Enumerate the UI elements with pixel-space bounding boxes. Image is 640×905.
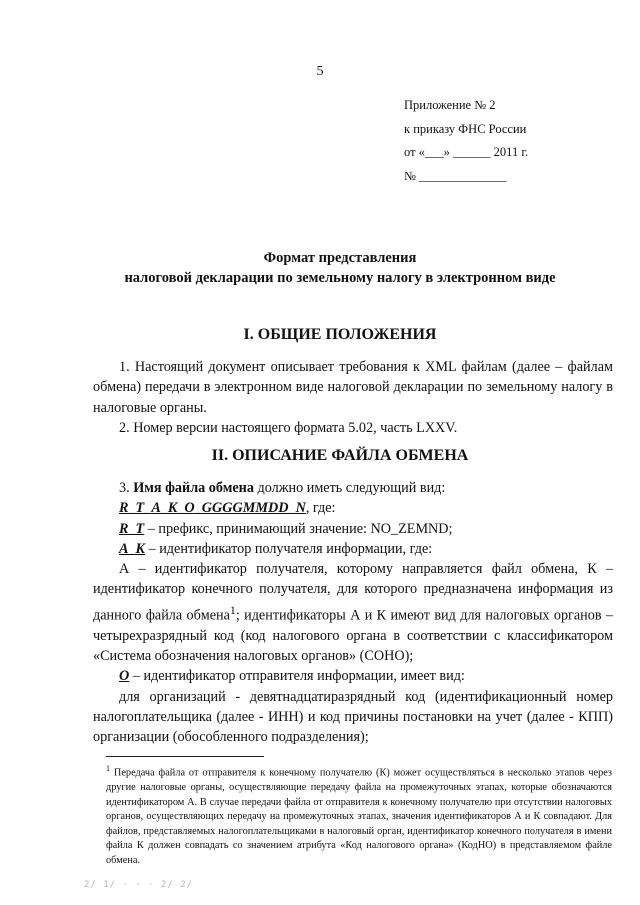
prefix-description: – префикс, принимающий значение: NO_ZEMND; [144, 520, 453, 537]
recipient-definition [93, 539, 613, 559]
paragraph-3-number: 3. [119, 480, 134, 496]
appendix-date: от «___» ______ 2011 г. [404, 145, 529, 159]
document-title-line-2: налоговой декларации по земельному налогу в электронном виде [124, 270, 556, 286]
document-title [40, 248, 640, 288]
sender-description: – идентификатор отправителя информации, имеет вид: [129, 668, 465, 685]
page-stamp: 2/ 1/ · · · 2/ 2/ [84, 880, 194, 890]
filename-format-line [93, 498, 613, 518]
sender-definition [93, 666, 613, 686]
footnote-marker: 1 [106, 764, 110, 773]
appendix-order-number: № ______________ [404, 168, 507, 183]
prefix-code: R_T [119, 520, 145, 537]
filename-format: R_T_A_K_O_GGGGMMDD_N [119, 500, 306, 517]
page-number: 5 [316, 64, 324, 79]
paragraph-3-text: должно иметь следующий вид: [253, 480, 446, 496]
paragraph-3-term: Имя файла обмена [133, 480, 254, 496]
appendix-header [404, 94, 624, 188]
section-heading-general: I. ОБЩИЕ ПОЛОЖЕНИЯ [243, 326, 437, 343]
section-heading-exchange-file: II. ОПИСАНИЕ ФАЙЛА ОБМЕНА [211, 447, 469, 464]
recipient-details-text: А – идентификатор получателя, которому направляется файл обмена, К – идентификатор конечного получателя, для которого предназначена информация из данного файла обмена [93, 561, 613, 624]
footnote-reference: 1 [229, 602, 236, 617]
recipient-code: A_K [119, 540, 146, 557]
filename-format-suffix: , где: [305, 500, 336, 517]
footnote-divider [106, 756, 264, 757]
sender-code: O [119, 668, 130, 685]
paragraph-2: 2. Номер версии настоящего формата 5.02, часть LXXV. [119, 419, 458, 436]
appendix-number: Приложение № 2 [404, 98, 496, 112]
footnote-text: Передача файла от отправителя к конечному получателю (К) может осуществляться в несколько этапов через другие налоговые органы, осуществляющие передачу файла на промежуточных этапах, которые обозначаются идентификатором А. В случае передачи файла от отправителя к конечному получателю при отсутствии налоговых органов, осуществляющих передачу на промежуточных этапах, значения идентификаторов А и К совпадают. Для файлов, представляемых налогоплательщиками в налоговый орган, идентификатор конечного получателя в имени файла К должен совпадать со значением атрибута «Код налогового органа» (КодНО) в представляемом файле обмена. [106, 767, 612, 866]
recipient-details [93, 559, 613, 666]
footnote [106, 762, 612, 869]
recipient-description: – идентификатор получателя информации, где: [145, 540, 433, 557]
paragraph-3 [93, 478, 613, 498]
prefix-definition [93, 519, 613, 539]
section-exchange-file-body [93, 478, 613, 748]
organization-code-definition: для организаций - девятнадцатиразрядный код (идентификационный номер налогоплательщика (далее - ИНН) и код причины постановки на учет (далее - КПП) организации (обособленного подразделения); [93, 688, 613, 746]
document-title-line-1: Формат представления [263, 250, 417, 266]
paragraph-1: 1. Настоящий документ описывает требования к XML файлам (далее – файлам обмена) передачи в электронном виде налоговой декларации по земельному налогу в налоговые органы. [93, 359, 613, 416]
appendix-order: к приказу ФНС России [404, 121, 527, 136]
section-general-body [93, 357, 613, 438]
recipient-details-continued: ; идентификаторы А и К имеют вид для налоговых органов – четырехразрядный код (код налогового органа в соответствии с классификатором «Система обозначения налоговых органов» (СОНО); [93, 607, 614, 665]
